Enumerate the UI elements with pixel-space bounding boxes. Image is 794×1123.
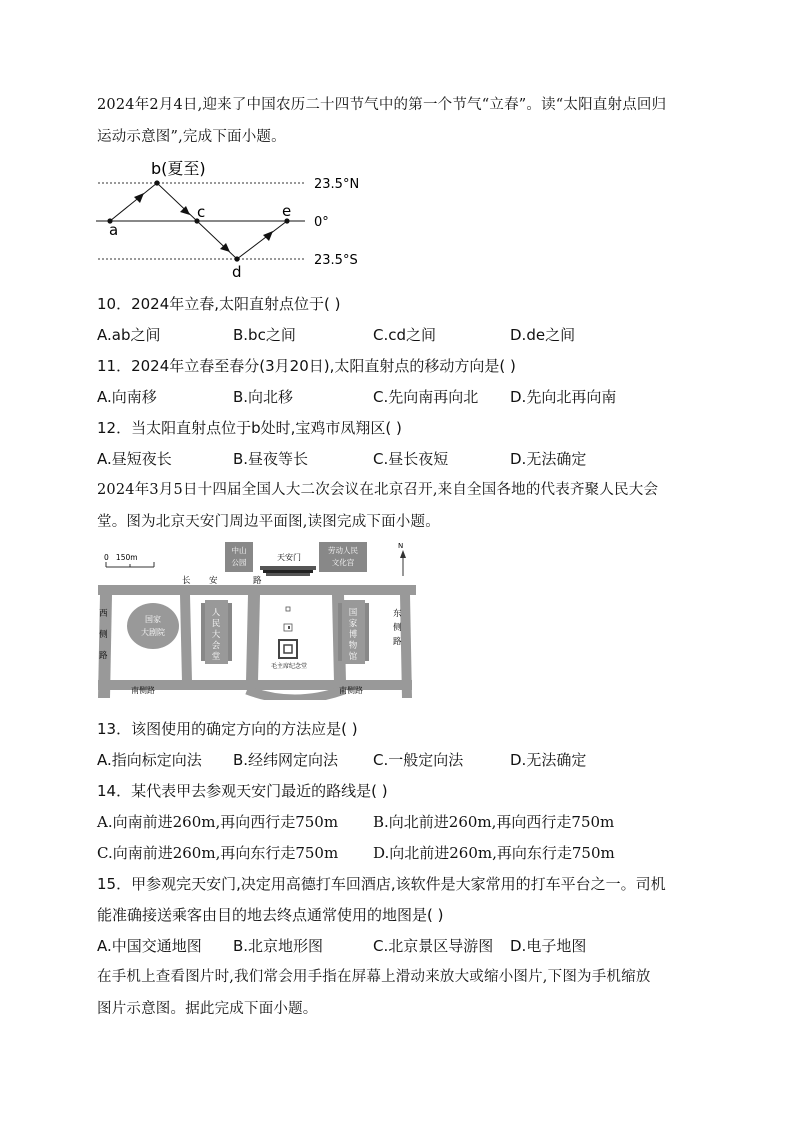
question-12-options xyxy=(97,444,707,474)
option-a: A.指向标定向法 xyxy=(97,751,202,769)
west-road-label-1: 西 xyxy=(99,609,108,619)
changan-road-label-1: 长 xyxy=(182,576,191,586)
question-14-options-row2 xyxy=(97,838,707,868)
intro-text-1b: 运动示意图”,完成下面小题。 xyxy=(97,129,286,145)
option-c: C.北京景区导游图 xyxy=(373,937,494,955)
mausoleum-label: 毛主席纪念堂 xyxy=(270,663,308,670)
question-14-options-row1 xyxy=(97,807,707,837)
label-d: d xyxy=(232,263,242,281)
zhongshan-park-label-2: 公园 xyxy=(231,558,247,567)
option-c: C.一般定向法 xyxy=(373,751,464,769)
option-d: D.电子地图 xyxy=(510,937,587,955)
east-road-label-1: 东 xyxy=(393,609,402,619)
east-road-label-2: 侧 xyxy=(393,623,402,633)
intro-text-3b: 图片示意图。据此完成下面小题。 xyxy=(97,1001,318,1017)
question-11: 11．2024年立春至春分(3月20日),太阳直射点的移动方向是( ) xyxy=(97,357,516,375)
option-d: D.先向北再向南 xyxy=(510,388,617,406)
west-road-label-2: 侧 xyxy=(99,630,108,640)
intro-text-2b: 堂。图为北京天安门周边平面图,读图完成下面小题。 xyxy=(97,514,440,530)
option-a: A.ab之间 xyxy=(97,326,161,344)
option-c: C.昼长夜短 xyxy=(373,450,449,468)
option-c: C.cd之间 xyxy=(373,326,437,344)
option-a: A.中国交通地图 xyxy=(97,937,202,955)
great-hall-label-4: 会 xyxy=(211,641,221,651)
label-e: e xyxy=(282,202,292,220)
workers-palace-label-1: 劳动人民 xyxy=(328,546,358,555)
tiananmen-label: 天安门 xyxy=(277,553,301,562)
option-d: D.无法确定 xyxy=(510,450,587,468)
national-museum-label-2: 家 xyxy=(348,619,358,629)
option-b: B.bc之间 xyxy=(233,326,296,344)
option-c: C.先向南再向北 xyxy=(373,388,479,406)
option-d: D.无法确定 xyxy=(510,751,587,769)
solar-motion-diagram xyxy=(90,155,370,283)
question-10: 10．2024年立春,太阳直射点位于( ) xyxy=(97,295,341,313)
workers-palace-label-2: 文化宫 xyxy=(331,558,355,567)
great-hall-label-5: 堂 xyxy=(211,652,221,662)
label-c: c xyxy=(197,203,206,221)
great-hall-label-2: 民 xyxy=(211,619,221,629)
question-10-options xyxy=(97,320,707,350)
question-13-options xyxy=(97,745,707,775)
label-23-5s: 23.5°S xyxy=(314,253,358,268)
option-b: B.向北前进260m,再向西行走750m xyxy=(373,813,615,831)
national-theatre-label-1: 国家 xyxy=(145,615,161,624)
changan-road-label-3: 路 xyxy=(253,576,262,586)
south-road-label-left: 南侧路 xyxy=(131,686,155,695)
option-b: B.向北移 xyxy=(233,388,294,406)
great-hall-label-1: 人 xyxy=(211,608,221,618)
north-arrow-label: N xyxy=(398,542,404,550)
label-equator: 0° xyxy=(314,215,329,230)
option-a: A.向南移 xyxy=(97,388,157,406)
option-a: A.昼短夜长 xyxy=(97,450,172,468)
option-b: B.经纬网定向法 xyxy=(233,751,339,769)
scale-label: 0 150m xyxy=(104,553,138,562)
option-b: B.昼夜等长 xyxy=(233,450,309,468)
label-a: a xyxy=(109,221,119,239)
national-theatre-label-2: 大剧院 xyxy=(141,628,165,637)
option-d: D.向北前进260m,再向东行走750m xyxy=(373,844,615,862)
question-14: 14．某代表甲去参观天安门最近的路线是( ) xyxy=(97,782,388,800)
west-road-label-3: 路 xyxy=(99,651,108,661)
label-b-summer-solstice: b(夏至) xyxy=(151,159,206,178)
question-12: 12．当太阳直射点位于b处时,宝鸡市凤翔区( ) xyxy=(97,419,402,437)
national-museum-label-4: 物 xyxy=(348,641,358,651)
great-hall-label-3: 大 xyxy=(211,630,221,640)
question-11-options xyxy=(97,382,707,412)
tiananmen-map xyxy=(94,540,424,700)
national-museum-label-1: 国 xyxy=(348,608,358,618)
question-15-options xyxy=(97,931,707,961)
option-a: A.向南前进260m,再向西行走750m xyxy=(97,813,339,831)
option-d: D.de之间 xyxy=(510,326,576,344)
question-13: 13．该图使用的确定方向的方法应是( ) xyxy=(97,720,358,738)
south-road-label-right: 南侧路 xyxy=(339,686,363,695)
national-museum-label-5: 馆 xyxy=(348,652,358,662)
intro-text-3: 在手机上查看图片时,我们常会用手指在屏幕上滑动来放大或缩小图片,下图为手机缩放 xyxy=(97,969,651,985)
intro-text-2: 2024年3月5日十四届全国人大二次会议在北京召开,来自全国各地的代表齐聚人民大会 xyxy=(97,482,659,498)
changan-road-label-2: 安 xyxy=(209,576,218,586)
intro-text-1: 2024年2月4日,迎来了中国农历二十四节气中的第一个节气“立春”。读“太阳直射点回归 xyxy=(97,97,667,113)
east-road-label-3: 路 xyxy=(393,637,402,647)
option-b: B.北京地形图 xyxy=(233,937,324,955)
zhongshan-park-label-1: 中山 xyxy=(231,546,247,555)
option-c: C.向南前进260m,再向东行走750m xyxy=(97,844,339,862)
question-15: 15．甲参观完天安门,决定用高德打车回酒店,该软件是大家常用的打车平台之一。司机 xyxy=(97,875,666,893)
question-15-line2: 能准确接送乘客由目的地去终点通常使用的地图是( ) xyxy=(97,906,444,924)
national-museum-label-3: 博 xyxy=(348,630,358,640)
label-23-5n: 23.5°N xyxy=(314,177,360,192)
